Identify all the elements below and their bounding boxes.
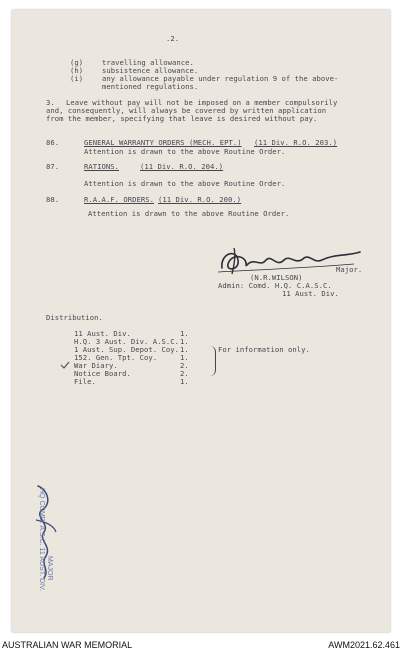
order-title: GENERAL WARRANTY ORDERS (MECH. EPT.) bbox=[84, 138, 242, 147]
order-note: Attention is drawn to the above Routine Order. bbox=[88, 209, 290, 218]
item-text: travelling allowance. bbox=[102, 58, 194, 67]
item-text: any allowance payable under regulation 9 of the above- bbox=[102, 74, 339, 83]
distribution-copies: 1. bbox=[180, 337, 189, 346]
distribution-copies: 1. bbox=[180, 329, 189, 338]
item-marker: (g) bbox=[70, 58, 84, 67]
footer-accession-number: AWM2021.62.461 bbox=[328, 640, 400, 650]
distribution-copies: 1. bbox=[180, 345, 189, 354]
order-number: 86. bbox=[46, 138, 60, 147]
signature-name: (N.R.WILSON) bbox=[250, 273, 303, 282]
para-line: and, consequently, will always be covered by written application bbox=[46, 106, 327, 115]
item-marker: (i) bbox=[70, 74, 84, 83]
item-marker: (h) bbox=[70, 66, 84, 75]
footer-institution: AUSTRALIAN WAR MEMORIAL bbox=[2, 640, 133, 650]
distribution-heading: Distribution. bbox=[46, 313, 103, 322]
order-title: RATIONS. bbox=[84, 162, 120, 171]
distribution-unit: Notice Board. bbox=[74, 369, 131, 378]
order-number: 88. bbox=[46, 195, 60, 204]
signature-title: Admin: Comd. H.Q. C.A.S.C. bbox=[218, 281, 332, 290]
order-note: Attention is drawn to the above Routine Order. bbox=[84, 147, 286, 156]
distribution-copies: 1. bbox=[180, 377, 189, 386]
distribution-note: For information only. bbox=[218, 345, 310, 354]
page-number: .2. bbox=[166, 34, 180, 43]
distribution-copies: 2. bbox=[180, 369, 189, 378]
order-number: 87. bbox=[46, 162, 60, 171]
distribution-unit: 11 Aust. Div. bbox=[74, 329, 131, 338]
distribution-brace bbox=[210, 346, 216, 376]
distribution-unit: File. bbox=[74, 377, 96, 386]
item-text: mentioned regulations. bbox=[102, 82, 199, 91]
order-ref: (11 Div. R.O. 204.) bbox=[140, 162, 224, 171]
order-note: Attention is drawn to the above Routine Order. bbox=[84, 179, 286, 188]
distribution-copies: 2. bbox=[180, 361, 189, 370]
order-ref: (11 Div. R.O. 200.) bbox=[158, 195, 242, 204]
distribution-unit: War Diary. bbox=[74, 361, 118, 370]
distribution-unit: 1 Aust. Sup. Depot. Coy. bbox=[74, 345, 180, 354]
order-ref: (11 Div. R.O. 203.) bbox=[254, 138, 338, 147]
unit-stamp bbox=[18, 476, 68, 606]
para-line: Leave without pay will not be imposed on a member compulsorily bbox=[66, 98, 338, 107]
order-title: R.A.A.F. ORDERS. bbox=[84, 195, 155, 204]
stamp-rank: MAJOR bbox=[46, 556, 53, 581]
distribution-unit: H.Q. 3 Aust. Div. A.S.C. bbox=[74, 337, 180, 346]
para-number: 3. bbox=[46, 98, 55, 107]
signature-rank: Major. bbox=[336, 265, 363, 274]
document-page bbox=[12, 10, 390, 632]
para-line: from the member, specifying that leave is desired without pay. bbox=[46, 114, 318, 123]
distribution-copies: 1. bbox=[180, 353, 189, 362]
item-text: subsistence allowance. bbox=[102, 66, 199, 75]
signature-division: 11 Aust. Div. bbox=[282, 289, 339, 298]
distribution-unit: 152. Gen. Tpt. Coy. bbox=[74, 353, 158, 362]
footer-bar bbox=[0, 636, 402, 653]
stamp-text: HQ COMD. A.S.C. 11 AUST. DIV. bbox=[38, 488, 45, 592]
check-mark-icon bbox=[60, 361, 70, 369]
